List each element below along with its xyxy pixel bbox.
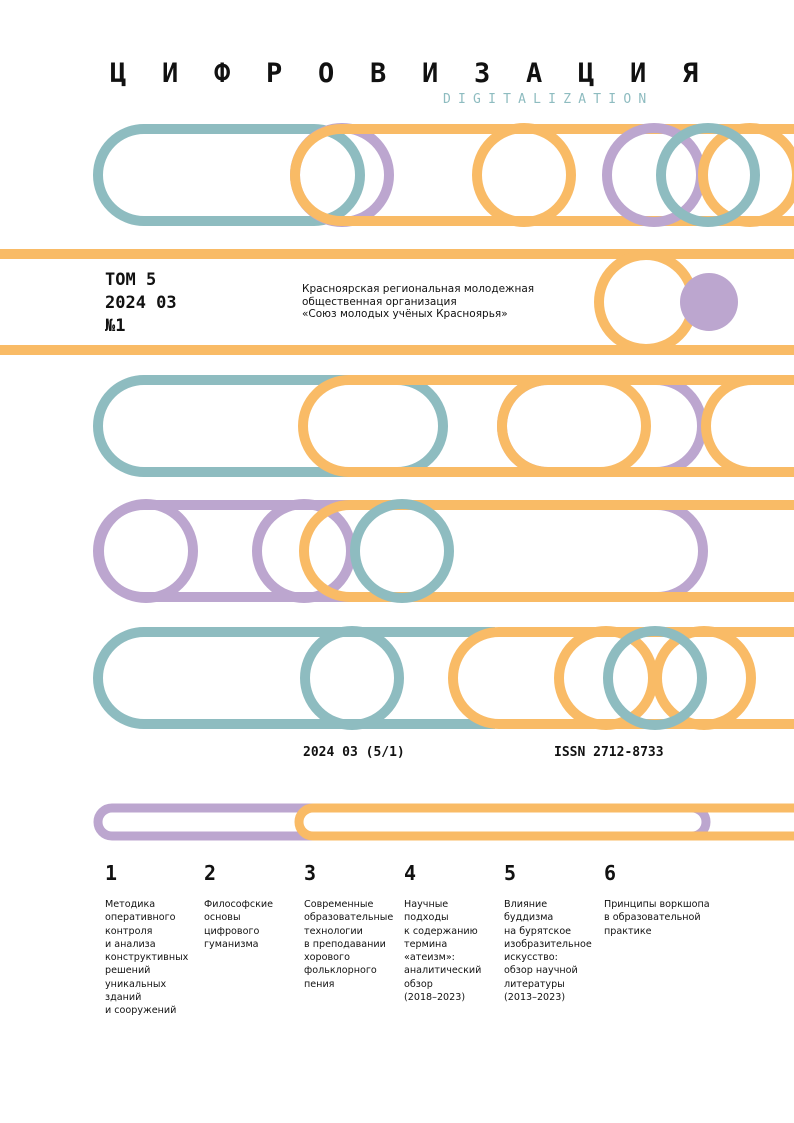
toc-item-1 (105, 862, 201, 1018)
title-letter: Р (266, 58, 283, 89)
toc-item-5 (504, 862, 600, 1004)
title-letter: И (630, 58, 647, 89)
issue-year-month: 2024 03 (105, 293, 177, 313)
publication-date: 2024 03 (5/1) (303, 745, 405, 760)
publisher-line-2: общественная организация (302, 295, 457, 308)
journal-subtitle: DIGITALIZATION (443, 92, 654, 107)
toc-item-number: 5 (504, 861, 517, 885)
title-letter: Ц (578, 58, 595, 89)
title-letter: О (318, 58, 335, 89)
toc-item-title: Методика оперативного контроля и анализа конструктивных решений уникальных зданий и сооружений (105, 899, 189, 1017)
title-letter: И (422, 58, 439, 89)
title-letter: И (162, 58, 179, 89)
toc-item-title: Научные подходы к содержанию термина «атеизм»: аналитический обзор (2018–2023) (404, 899, 482, 1004)
issue-number: №1 (105, 316, 126, 336)
toc-item-3 (304, 862, 400, 991)
title-letter: А (526, 58, 543, 89)
title-letter: Ф (214, 58, 231, 89)
toc-item-title: Современные образовательные технологии в преподавании хорового фольклорного пения (304, 899, 394, 990)
toc-item-number: 6 (604, 861, 617, 885)
toc-item-title: Принципы воркшопа в образовательной практике (604, 899, 710, 937)
toc-item-number: 3 (304, 861, 317, 885)
toc-item-2 (204, 862, 300, 951)
toc-item-number: 1 (105, 861, 118, 885)
publisher-line-1: Красноярская региональная молодежная (302, 283, 535, 295)
title-letter: В (370, 58, 387, 89)
issue-volume: ТОМ 5 (105, 270, 157, 290)
title-letter: Я (682, 58, 699, 89)
publisher (302, 283, 534, 321)
toc-item-6 (604, 862, 724, 938)
toc-item-4 (404, 862, 500, 1004)
issn: ISSN 2712-8733 (554, 745, 664, 760)
toc-item-number: 2 (204, 861, 217, 885)
toc-item-title: Философские основы цифрового гуманизма (204, 899, 274, 950)
toc-item-title: Влияние буддизма на бурятское изобразительное искусство: обзор научной литературы (2013–2023) (504, 899, 592, 1004)
title-letter: Ц (110, 58, 127, 89)
publisher-line-3: «Союз молодых учёных Красноярья» (302, 308, 508, 320)
title-letter: З (474, 58, 491, 89)
toc-item-number: 4 (404, 861, 417, 885)
